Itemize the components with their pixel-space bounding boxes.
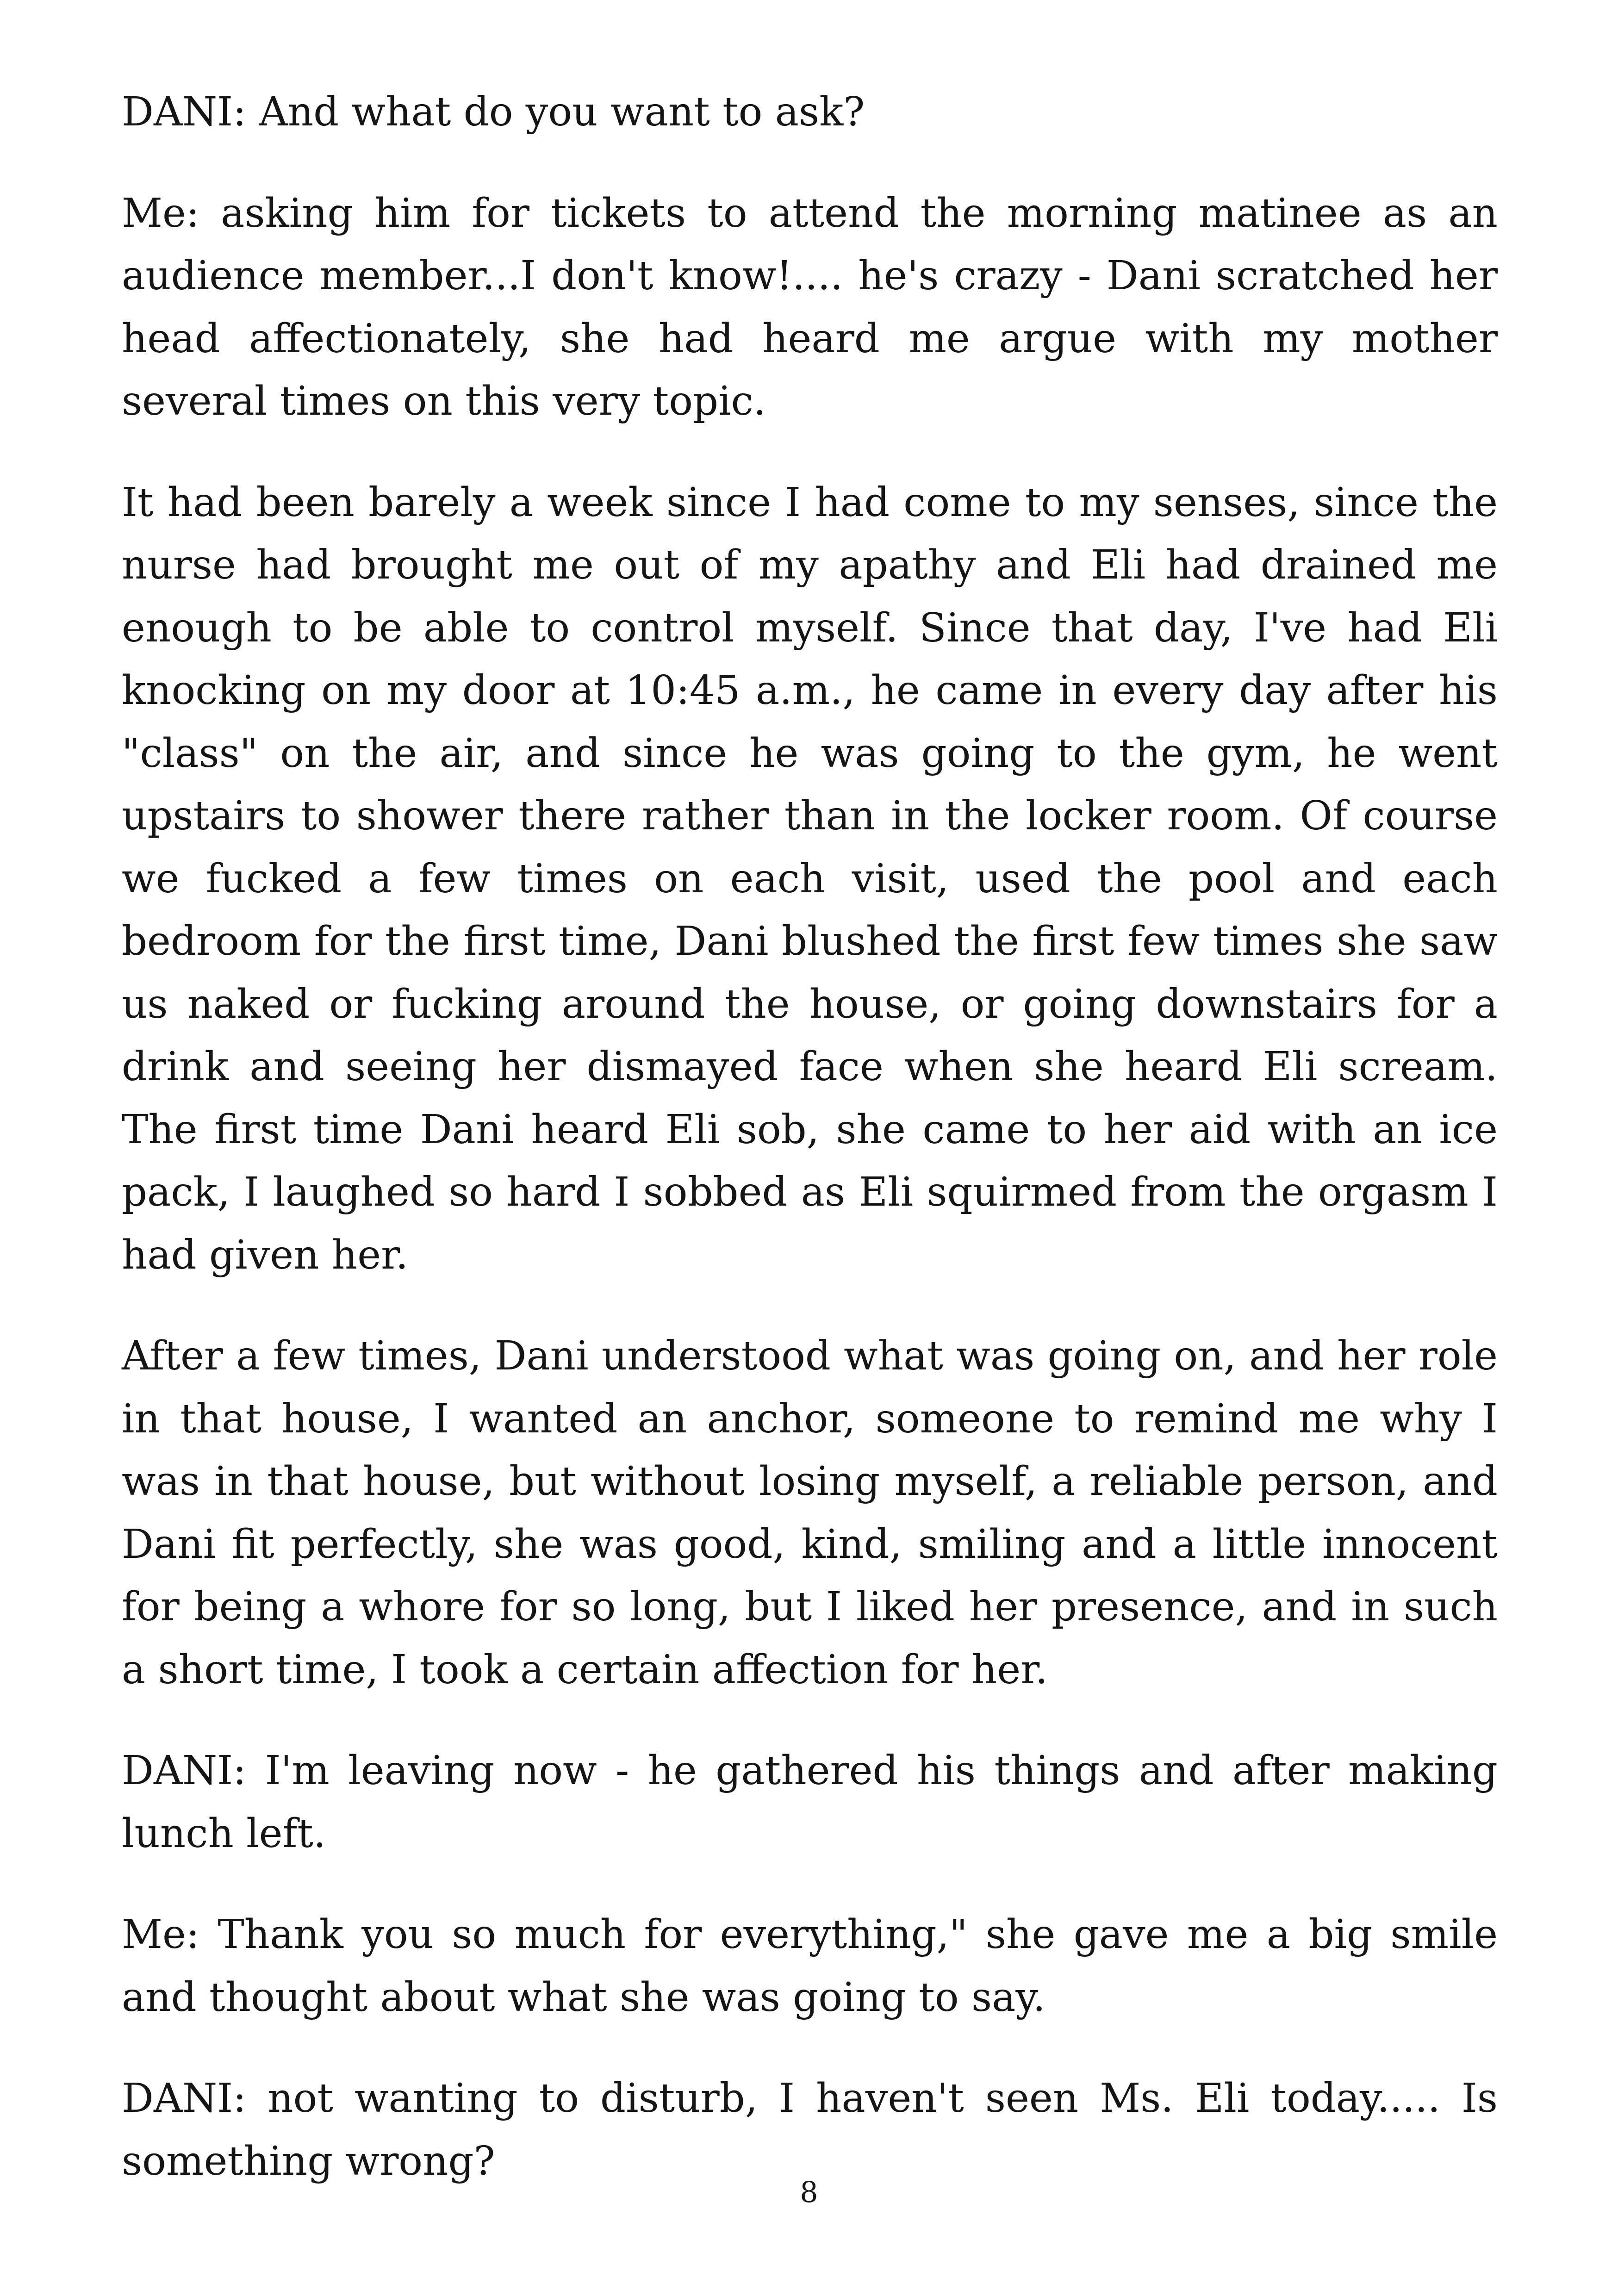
paragraph-dialogue-me-thanks: Me: Thank you so much for everything," she gave me a big smile and thought about what she was going to say. xyxy=(122,1911,1498,2021)
paragraph-dialogue-dani-leaving: DANI: I'm leaving now - he gathered his things and after making lunch left. xyxy=(122,1748,1498,1857)
page-number: 8 xyxy=(800,2175,818,2209)
paragraph-narrative-week: It had been barely a week since I had come to my senses, since the nurse had brought me out of my apathy and Eli had drained me enough to be able to control myself. Since that day, I've had Eli knocking on my door at 10:45 a.m., he came in every day after his "class" on the air, and since he was going to the gym, he went upstairs to shower there rather than in the locker room. Of course we fucked a few times on each visit, used the pool and each bedroom for the first time, Dani blushed the first few times she saw us naked or fucking around the house, or going downstairs for a drink and seeing her dismayed face when she heard Eli scream. The first time Dani heard Eli sob, she came to her aid with an ice pack, I laughed so hard I sobbed as Eli squirmed from the orgasm I had given her. xyxy=(122,479,1498,1278)
paragraph-dialogue-me-tickets: Me: asking him for tickets to attend the morning matinee as an audience member...I don't know!.... he's crazy - Dani scratched her head affectionately, she had heard me argue with my mother several times on this very topic. xyxy=(122,190,1498,424)
body-text xyxy=(122,81,1498,2231)
paragraph-narrative-anchor: After a few times, Dani understood what was going on, and her role in that house, I wanted an anchor, someone to remind me why I was in that house, but without losing myself, a reliable person, and Dani fit perfectly, she was good, kind, smiling and a little innocent for being a whore for so long, but I liked her presence, and in such a short time, I took a certain affection for her. xyxy=(122,1333,1498,1693)
paragraph-dialogue-dani-ask: DANI: And what do you want to ask? xyxy=(122,89,865,135)
paragraph-dialogue-dani-question: DANI: not wanting to disturb, I haven't seen Ms. Eli today..... Is something wrong? xyxy=(122,2075,1498,2184)
